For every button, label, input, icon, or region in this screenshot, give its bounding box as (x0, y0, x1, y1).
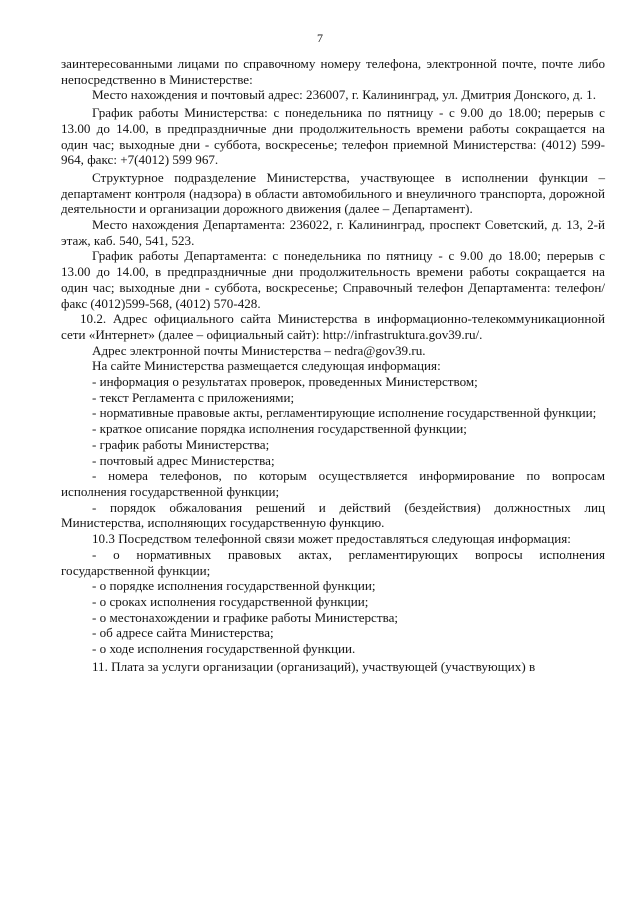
paragraph-department-schedule: График работы Департамента: с понедельника по пятницу - с 9.00 до 18.00; перерыв с 13.00 до 14.00, в предпраздничные дни продолжительность времени работы сокращается на один час; выходные дни - суббота, воскресенье; Справочный телефон Департамента: телефон/факс (4012)599-568, (4012) 570-428. (61, 248, 605, 311)
list-item: - почтовый адрес Министерства; (92, 452, 275, 468)
paragraph-11: 11. Плата за услуги организации (организаций), участвующей (участвующих) в (92, 658, 536, 674)
paragraph-10-3: 10.3 Посредством телефонной связи может предоставляться следующая информация: (92, 531, 571, 547)
paragraph-department: Структурное подразделение Министерства, участвующее в исполнении функции – департамент контроля (надзора) в области автомобильного и внеуличного транспорта, дорожной деятельности и организации дорожного движения (далее – Департамент). (61, 169, 605, 217)
paragraph-continuation: заинтересованными лицами по справочному номеру телефона, электронной почте, почте либо непосредственно в Министерстве: (61, 56, 605, 87)
list-item: - нормативные правовые акты, регламентирующие исполнение государственной функции; (92, 405, 597, 421)
paragraph-ministry-schedule: График работы Министерства: с понедельника по пятницу - с 9.00 до 18.00; перерыв с 13.00 до 14.00, в предпраздничные дни продолжительность времени работы сокращается на один час; выходные дни - суббота, воскресенье; телефон приемной Министерства: (4012) 599-964, факс: +7(4012) 599 967. (61, 105, 605, 168)
paragraph-department-address: Место нахождения Департамента: 236022, г. Калининград, проспект Советский, д. 13, 2-й этаж, каб. 540, 541, 523. (61, 217, 605, 248)
list-item: - порядок обжалования решений и действий (бездействия) должностных лиц Министерства, исполняющих государственную функцию. (61, 499, 605, 531)
list-item: - о ходе исполнения государственной функции. (92, 641, 356, 657)
list-item: - о сроках исполнения государственной функции; (92, 593, 369, 609)
list-item: - номера телефонов, по которым осуществляется информирование по вопросам исполнения государственной функции; (61, 468, 605, 499)
list-item: - о нормативных правовых актах, регламентирующих вопросы исполнения государственной функции; (61, 546, 605, 578)
document-body (61, 56, 605, 674)
list-item: - график работы Министерства; (92, 436, 270, 452)
list-item: - об адресе сайта Министерства; (92, 625, 274, 641)
list-item: - информация о результатах проверок, проведенных Министерством; (92, 374, 478, 390)
paragraph-site-intro: На сайте Министерства размещается следующая информация: (92, 358, 441, 374)
list-item: - о порядке исполнения государственной функции; (92, 578, 376, 594)
paragraph-email: Адрес электронной почты Министерства – nedra@gov39.ru. (92, 342, 426, 358)
list-item: - текст Регламента с приложениями; (92, 389, 295, 405)
paragraph-10-2: 10.2. Адрес официального сайта Министерства в информационно-телекоммуникационной сети «Интернет» (далее – официальный сайт): http://infrastruktura.gov39.ru/. (61, 311, 605, 342)
paragraph-ministry-address: Место нахождения и почтовый адрес: 236007, г. Калининград, ул. Дмитрия Донского, д. 1. (92, 87, 596, 103)
list-item: - краткое описание порядка исполнения государственной функции; (92, 421, 467, 437)
page-number: 7 (317, 31, 323, 45)
list-item: - о местонахождении и графике работы Министерства; (92, 609, 399, 625)
